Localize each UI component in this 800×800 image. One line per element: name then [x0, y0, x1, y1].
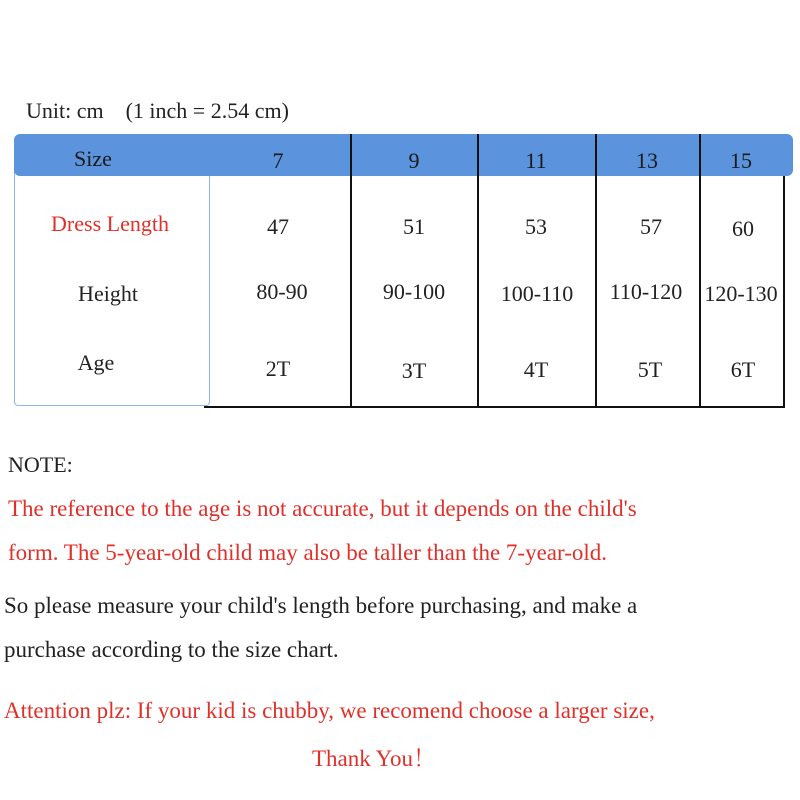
- table-cell: 3T: [401, 358, 427, 383]
- table-cell: 120-130: [704, 281, 778, 306]
- table-cell: 47: [267, 214, 289, 239]
- table-bottom-border: [204, 406, 784, 408]
- table-cell: 80-90: [256, 279, 308, 304]
- age-disclaimer-line-1: The reference to the age is not accurate, but it depends on the child's: [8, 496, 637, 521]
- table-cell: 2T: [265, 356, 291, 381]
- measure-advice-line-2: purchase according to the size chart.: [4, 637, 339, 662]
- table-cell: 53: [525, 214, 547, 239]
- note-title: NOTE:: [8, 452, 73, 477]
- table-cell: 51: [403, 214, 425, 239]
- unit-note: Unit: cm (1 inch = 2.54 cm): [26, 98, 289, 123]
- row-label-height: Height: [78, 281, 138, 306]
- header-size-7: 7: [272, 148, 284, 173]
- table-cell: 57: [640, 214, 662, 239]
- attention-note: Attention plz: If your kid is chubby, we recomend choose a larger size,: [4, 698, 655, 723]
- header-size-15: 15: [730, 148, 752, 173]
- header-size-label: Size: [74, 146, 112, 171]
- table-cell: 110-120: [609, 279, 683, 304]
- age-disclaimer-line-2: form. The 5-year-old child may also be taller than the 7-year-old.: [8, 540, 607, 565]
- table-cell: 60: [732, 216, 754, 241]
- row-label-dress-length: Dress Length: [51, 211, 169, 236]
- table-cell: 90-100: [382, 279, 446, 304]
- column-divider: [350, 134, 352, 408]
- measure-advice-line-1: So please measure your child's length before purchasing, and make a: [4, 593, 638, 618]
- table-cell: 6T: [730, 357, 756, 382]
- header-size-13: 13: [636, 148, 658, 173]
- column-divider: [477, 134, 479, 408]
- table-header-bar: [14, 134, 793, 176]
- thank-you-text: Thank You！: [312, 746, 436, 771]
- table-cell: 100-110: [500, 281, 574, 306]
- measure-advice: [4, 584, 637, 672]
- table-cell: 4T: [523, 357, 549, 382]
- age-disclaimer: [8, 487, 637, 575]
- row-label-age: Age: [77, 350, 115, 375]
- header-size-9: 9: [408, 148, 420, 173]
- header-size-11: 11: [525, 148, 547, 173]
- table-cell: 5T: [637, 357, 663, 382]
- column-divider: [595, 134, 597, 408]
- table-right-border: [783, 176, 785, 408]
- column-divider: [699, 134, 701, 408]
